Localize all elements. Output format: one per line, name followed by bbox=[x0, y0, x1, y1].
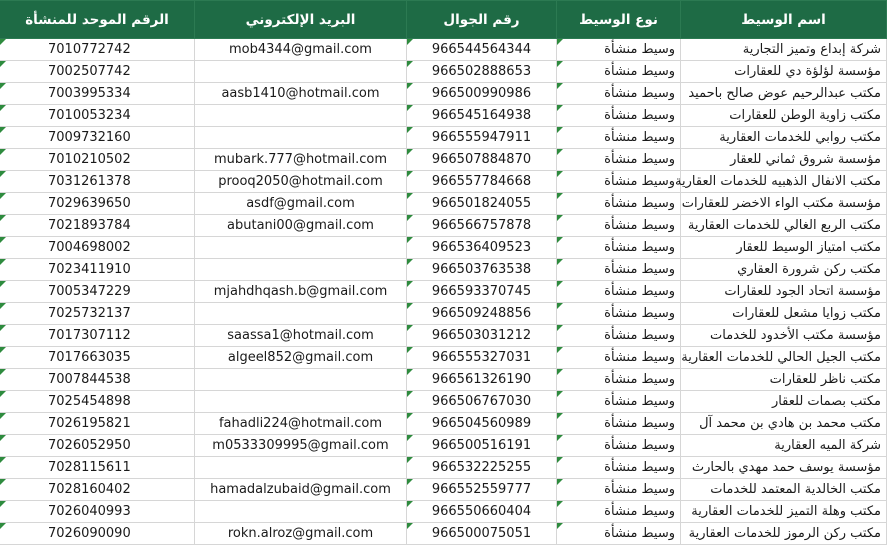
cell-type[interactable]: وسيط منشأة bbox=[557, 523, 681, 545]
table-row bbox=[0, 215, 887, 237]
cell-type[interactable]: وسيط منشأة bbox=[557, 61, 681, 83]
cell-id[interactable]: 7025454898 bbox=[0, 391, 195, 413]
cell-type[interactable]: وسيط منشأة bbox=[557, 105, 681, 127]
cell-id[interactable]: 7010053234 bbox=[0, 105, 195, 127]
table-row bbox=[0, 281, 887, 303]
cell-id[interactable]: 7004698002 bbox=[0, 237, 195, 259]
cell-email[interactable]: mjahdhqash.b@gmail.com bbox=[195, 281, 407, 303]
cell-name[interactable]: مكتب وهلة التميز للخدمات العقارية bbox=[681, 501, 887, 523]
table-row bbox=[0, 391, 887, 413]
cell-id[interactable]: 7023411910 bbox=[0, 259, 195, 281]
cell-email[interactable] bbox=[195, 105, 407, 127]
cell-name[interactable]: مكتب بصمات للعقار bbox=[681, 391, 887, 413]
cell-phone[interactable]: 966545164938 bbox=[407, 105, 557, 127]
table-row bbox=[0, 479, 887, 501]
cell-name[interactable]: مكتب ركن شرورة العقاري bbox=[681, 259, 887, 281]
cell-type[interactable]: وسيط منشأة bbox=[557, 215, 681, 237]
table-body bbox=[0, 39, 887, 545]
cell-type[interactable]: وسيط منشأة bbox=[557, 457, 681, 479]
cell-id[interactable]: 7029639650 bbox=[0, 193, 195, 215]
cell-type[interactable]: وسيط منشأة bbox=[557, 281, 681, 303]
cell-id[interactable]: 7025732137 bbox=[0, 303, 195, 325]
cell-name[interactable]: مؤسسة اتحاد الجود للعقارات bbox=[681, 281, 887, 303]
cell-type[interactable]: وسيط منشأة bbox=[557, 303, 681, 325]
cell-phone[interactable]: 966593370745 bbox=[407, 281, 557, 303]
cell-name[interactable]: مكتب محمد بن هادي بن محمد آل bbox=[681, 413, 887, 435]
cell-type[interactable]: وسيط منشأة bbox=[557, 325, 681, 347]
cell-id[interactable]: 7026195821 bbox=[0, 413, 195, 435]
cell-id[interactable]: 7002507742 bbox=[0, 61, 195, 83]
table-row bbox=[0, 523, 887, 545]
cell-name[interactable]: مكتب عبدالرحيم عوض صالح باحميد bbox=[681, 83, 887, 105]
cell-email[interactable]: mubark.777@hotmail.com bbox=[195, 149, 407, 171]
cell-email[interactable]: hamadalzubaid@gmail.com bbox=[195, 479, 407, 501]
cell-email[interactable] bbox=[195, 259, 407, 281]
header-email[interactable]: البريد الإلكتروني bbox=[195, 1, 407, 39]
cell-name[interactable]: مؤسسة لؤلؤة دي للعقارات bbox=[681, 61, 887, 83]
table-row bbox=[0, 347, 887, 369]
cell-phone[interactable]: 966501824055 bbox=[407, 193, 557, 215]
cell-phone[interactable]: 966500075051 bbox=[407, 523, 557, 545]
cell-type[interactable]: وسيط منشأة bbox=[557, 83, 681, 105]
cell-email[interactable] bbox=[195, 501, 407, 523]
cell-type[interactable]: وسيط منشأة bbox=[557, 347, 681, 369]
cell-phone[interactable]: 966503031212 bbox=[407, 325, 557, 347]
cell-email[interactable]: algeel852@gmail.com bbox=[195, 347, 407, 369]
cell-name[interactable]: مكتب روابي للخدمات العقارية bbox=[681, 127, 887, 149]
cell-email[interactable] bbox=[195, 237, 407, 259]
cell-phone[interactable]: 966566757878 bbox=[407, 215, 557, 237]
cell-type[interactable]: وسيط منشأة bbox=[557, 501, 681, 523]
cell-phone[interactable]: 966532225255 bbox=[407, 457, 557, 479]
cell-type[interactable]: وسيط منشأة bbox=[557, 259, 681, 281]
cell-name[interactable]: شركة إبداع وتميز التجارية bbox=[681, 39, 887, 61]
cell-name[interactable]: مؤسسة مكتب الأخدود للخدمات bbox=[681, 325, 887, 347]
cell-id[interactable]: 7031261378 bbox=[0, 171, 195, 193]
cell-email[interactable]: rokn.alroz@gmail.com bbox=[195, 523, 407, 545]
table-row bbox=[0, 325, 887, 347]
cell-id[interactable]: 7026040993 bbox=[0, 501, 195, 523]
table-row bbox=[0, 501, 887, 523]
cell-email[interactable]: asdf@gmail.com bbox=[195, 193, 407, 215]
cell-email[interactable]: aasb1410@hotmail.com bbox=[195, 83, 407, 105]
cell-name[interactable]: مكتب ناظر للعقارات bbox=[681, 369, 887, 391]
cell-id[interactable]: 7010772742 bbox=[0, 39, 195, 61]
cell-id[interactable]: 7021893784 bbox=[0, 215, 195, 237]
cell-name[interactable]: مكتب الخالدية المعتمد للخدمات bbox=[681, 479, 887, 501]
cell-phone[interactable]: 966500516191 bbox=[407, 435, 557, 457]
table-row bbox=[0, 61, 887, 83]
table-row bbox=[0, 39, 887, 61]
cell-id[interactable]: 7026090090 bbox=[0, 523, 195, 545]
cell-email[interactable] bbox=[195, 127, 407, 149]
cell-name[interactable]: مكتب ركن الرموز للخدمات العقارية bbox=[681, 523, 887, 545]
cell-email[interactable]: mob4344@gmail.com bbox=[195, 39, 407, 61]
table-row bbox=[0, 105, 887, 127]
cell-phone[interactable]: 966503763538 bbox=[407, 259, 557, 281]
table-row bbox=[0, 237, 887, 259]
cell-email[interactable]: m0533309995@gmail.com bbox=[195, 435, 407, 457]
cell-type[interactable]: وسيط منشأة bbox=[557, 193, 681, 215]
cell-id[interactable]: 7017663035 bbox=[0, 347, 195, 369]
cell-phone[interactable]: 966507884870 bbox=[407, 149, 557, 171]
cell-name[interactable]: شركة الميه العقارية bbox=[681, 435, 887, 457]
cell-type[interactable]: وسيط منشأة bbox=[557, 435, 681, 457]
cell-name[interactable]: مكتب زاوية الوطن للعقارات bbox=[681, 105, 887, 127]
cell-phone[interactable]: 966502888653 bbox=[407, 61, 557, 83]
header-name[interactable]: اسم الوسيط bbox=[681, 1, 887, 39]
table-row bbox=[0, 149, 887, 171]
cell-email[interactable] bbox=[195, 303, 407, 325]
cell-email[interactable] bbox=[195, 391, 407, 413]
table-row bbox=[0, 259, 887, 281]
table-row bbox=[0, 303, 887, 325]
cell-id[interactable]: 7005347229 bbox=[0, 281, 195, 303]
cell-name[interactable]: مكتب الجيل الحالي للخدمات العقارية bbox=[681, 347, 887, 369]
header-type[interactable]: نوع الوسيط bbox=[557, 1, 681, 39]
cell-type[interactable]: وسيط منشأة bbox=[557, 39, 681, 61]
cell-phone[interactable]: 966557784668 bbox=[407, 171, 557, 193]
cell-phone[interactable]: 966506767030 bbox=[407, 391, 557, 413]
cell-id[interactable]: 7028160402 bbox=[0, 479, 195, 501]
cell-email[interactable] bbox=[195, 457, 407, 479]
table-row bbox=[0, 193, 887, 215]
cell-phone[interactable]: 966561326190 bbox=[407, 369, 557, 391]
header-row bbox=[0, 1, 887, 39]
cell-id[interactable]: 7009732160 bbox=[0, 127, 195, 149]
table-row bbox=[0, 171, 887, 193]
cell-name[interactable]: مؤسسة يوسف حمد مهدي بالحارث bbox=[681, 457, 887, 479]
cell-name[interactable]: مكتب زوايا مشعل للعقارات bbox=[681, 303, 887, 325]
cell-name[interactable]: مكتب الانفال الذهبيه للخدمات العقارية bbox=[681, 171, 887, 193]
header-id[interactable]: الرقم الموحد للمنشأة bbox=[0, 1, 195, 39]
cell-phone[interactable]: 966555947911 bbox=[407, 127, 557, 149]
cell-name[interactable]: مؤسسة شروق ثماني للعقار bbox=[681, 149, 887, 171]
cell-id[interactable]: 7026052950 bbox=[0, 435, 195, 457]
cell-type[interactable]: وسيط منشأة bbox=[557, 237, 681, 259]
table-row bbox=[0, 457, 887, 479]
table-row bbox=[0, 369, 887, 391]
cell-id[interactable]: 7028115611 bbox=[0, 457, 195, 479]
header-phone[interactable]: رقم الجوال bbox=[407, 1, 557, 39]
cell-id[interactable]: 7017307112 bbox=[0, 325, 195, 347]
cell-phone[interactable]: 966555327031 bbox=[407, 347, 557, 369]
cell-type[interactable]: وسيط منشأة bbox=[557, 391, 681, 413]
table-row bbox=[0, 83, 887, 105]
table-row bbox=[0, 127, 887, 149]
cell-type[interactable]: وسيط منشأة bbox=[557, 479, 681, 501]
cell-type[interactable]: وسيط منشأة bbox=[557, 127, 681, 149]
cell-name[interactable]: مؤسسة مكتب الواء الاخضر للعقارات bbox=[681, 193, 887, 215]
cell-name[interactable]: مكتب الربع الغالي للخدمات العقارية bbox=[681, 215, 887, 237]
cell-email[interactable]: abutani00@gmail.com bbox=[195, 215, 407, 237]
cell-type[interactable]: وسيط منشأة bbox=[557, 413, 681, 435]
cell-name[interactable]: مكتب امتياز الوسيط للعقار bbox=[681, 237, 887, 259]
cell-id[interactable]: 7010210502 bbox=[0, 149, 195, 171]
cell-phone[interactable]: 966550660404 bbox=[407, 501, 557, 523]
cell-phone[interactable]: 966544564344 bbox=[407, 39, 557, 61]
cell-type[interactable]: وسيط منشأة bbox=[557, 149, 681, 171]
cell-phone[interactable]: 966504560989 bbox=[407, 413, 557, 435]
cell-type[interactable]: وسيط منشأة bbox=[557, 369, 681, 391]
cell-email[interactable]: fahadli224@hotmail.com bbox=[195, 413, 407, 435]
cell-phone[interactable]: 966552559777 bbox=[407, 479, 557, 501]
cell-email[interactable] bbox=[195, 61, 407, 83]
cell-email[interactable] bbox=[195, 369, 407, 391]
cell-email[interactable]: prooq2050@hotmail.com bbox=[195, 171, 407, 193]
cell-phone[interactable]: 966536409523 bbox=[407, 237, 557, 259]
cell-phone[interactable]: 966500990986 bbox=[407, 83, 557, 105]
cell-id[interactable]: 7007844538 bbox=[0, 369, 195, 391]
cell-type[interactable]: وسيط منشأة bbox=[557, 171, 681, 193]
table-row bbox=[0, 413, 887, 435]
cell-phone[interactable]: 966509248856 bbox=[407, 303, 557, 325]
cell-id[interactable]: 7003995334 bbox=[0, 83, 195, 105]
cell-email[interactable]: saassa1@hotmail.com bbox=[195, 325, 407, 347]
table-row bbox=[0, 435, 887, 457]
